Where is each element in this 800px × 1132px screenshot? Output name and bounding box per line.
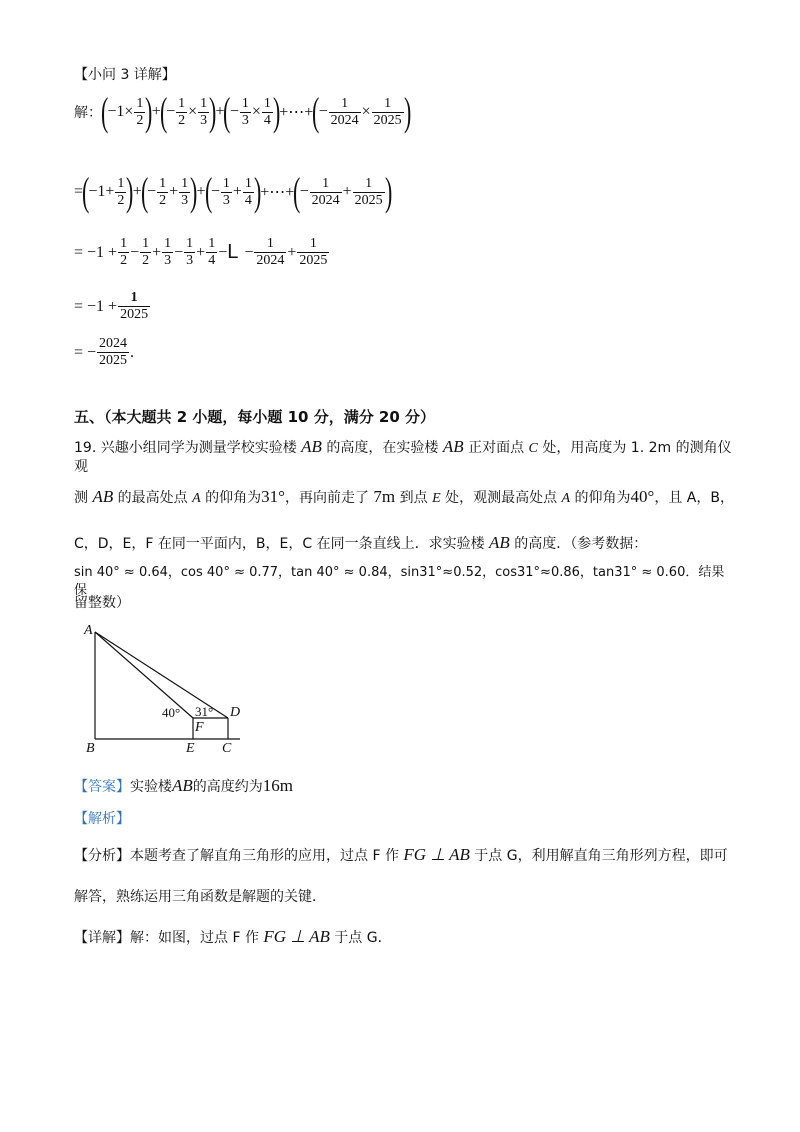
equation-line-5: = − $\frac{2024}{2025}$ . [74, 336, 135, 368]
label-A: A [84, 623, 93, 638]
answer-line: 【答案】 实验楼 AB 的高度约为 16m [74, 776, 294, 795]
q3-header: 【小问 3 详解】 [74, 67, 176, 83]
equation-line-2: = ( −1+ $\frac{1}{2}$ ) + ( − $\frac{1}{2}$ + $\frac{1}{3}$ ) + ( − $\frac{1}{3}$ + $\frac{1}{4}$ ) +⋯+ ( − $\frac{1}{2024}$ + $\frac{1}{2025}$ ) [74, 169, 393, 214]
label-C: C [222, 741, 232, 754]
q19-line-1: 19. 兴趣小组同学为测量学校实验楼 AB 的高度，在实验楼 AB 正对面点 C 处，用高度为 1. 2m 的测角仪观 [74, 437, 732, 475]
analysis-line-2: 解答，熟练运用三角函数是解题的关键． [74, 889, 326, 905]
q19-line-2: 测 AB 的最高处点 A 的仰角为31°，再向前走了 7m 到点 E 处，观测最高处点 A 的仰角为40°，且 A，B， [74, 487, 734, 506]
label-angle-31: 31° [195, 704, 214, 719]
q19-reference-data: sin 40° ≈ 0.64，cos 40° ≈ 0.77，tan 40° ≈ 0.84，sin31°≈0.52，cos31°≈0.86，tan31° ≈ 0.60．结果保 [74, 565, 725, 598]
equation-line-1: 解： ( −1× $\frac{1}{2}$ ) + ( − $\frac{1}{2}$ × $\frac{1}{3}$ ) + ( − $\frac{1}{3}$ × $\frac{1}{4}$ ) +⋯+ ( − $\frac{1}{2024}$ × $\frac{1}{2025}$ ) [74, 89, 411, 134]
label-D: D [230, 705, 241, 720]
q19-line-5: 留整数） [74, 595, 130, 611]
analysis-tag: 【解析】 [74, 811, 130, 827]
label-angle-40: 40° [162, 705, 181, 720]
section-title: 五、（本大题共 2 小题，每小题 10 分，满分 20 分） [74, 408, 436, 426]
label-E: E [186, 741, 195, 754]
analysis-line-1: 【分析】本题考查了解直角三角形的应用，过点 F 作 FG ⊥ AB 于点 G，利用解直角三角形列方程，即可 [74, 845, 728, 864]
q19-line-3: C，D，E，F 在同一平面内，B，E，C 在同一条直线上．求实验楼 AB 的高度．（参考数据： [74, 533, 648, 552]
detail-line-1: 【详解】解：如图，过点 F 作 FG ⊥ AB 于点 G． [74, 927, 392, 946]
equation-line-3: = −1 + $\frac{1}{2}$ − $\frac{1}{2}$ + $\frac{1}{3}$ − $\frac{1}{3}$ + $\frac{1}{4}$ − L − $\frac{1}{2024}$ + $\frac{1}{2025}$ [74, 236, 328, 268]
equation-line-4: = −1 + $\frac{1}{2025}$ [74, 290, 149, 322]
label-F: F [195, 720, 204, 735]
triangle-figure [80, 618, 250, 754]
label-B: B [86, 741, 95, 754]
